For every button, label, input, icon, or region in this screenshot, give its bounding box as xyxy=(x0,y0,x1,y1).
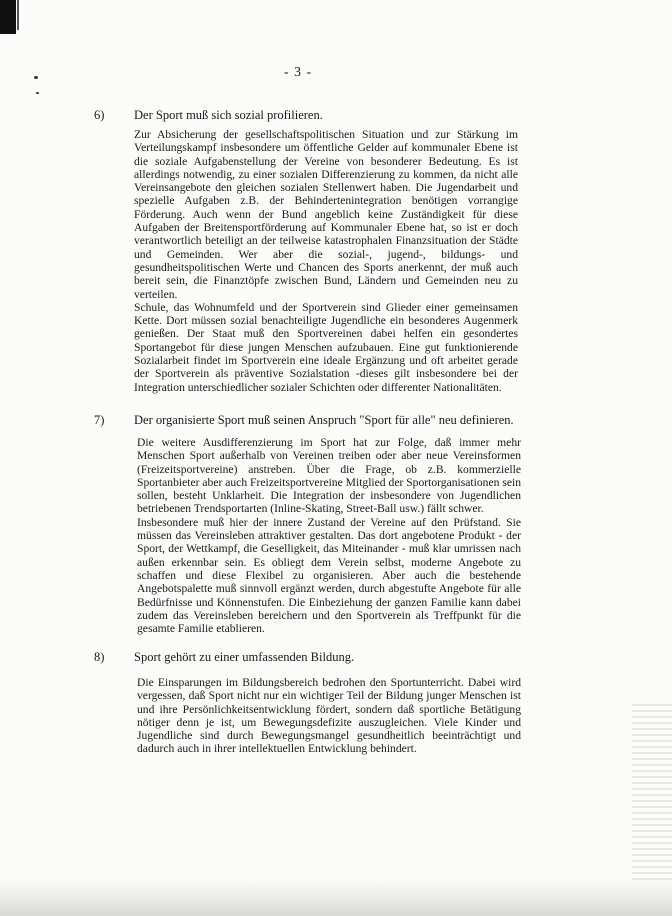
section-body: Die Einsparungen im Bildungsbereich bedrohen den Sportunterricht. Dabei wird vergessen, daß Sport nicht nur ein wichtiger Teil der Bildung junger Menschen ist und ihre Persönlichkeitsentwicklung fördert, sondern daß sportliche Betätigung nötiger denn je ist, um Bewegungsdefizite auszugleichen. Viele Kinder und Jugendliche sind durch Bewegungsmangel gesundheitlich beeinträchtigt und dadurch auch in ihrer intellektuellen Entwicklung behindert. xyxy=(137,676,521,756)
section-heading: Sport gehört zu einer umfassenden Bildung. xyxy=(134,650,355,664)
scan-edge-line xyxy=(17,0,19,30)
section-body: Zur Absicherung der gesellschaftspolitischen Situation und zur Stärkung im Verteilungskampf insbesondere um öffentliche Gelder auf kommunaler Ebene ist die soziale Aufgabenstellung der Vereine von besonderer Bedeutung. Es ist allerdings notwendig, zu einer sozialen Differenzierung zu kommen, da nicht alle Vereinsangebote den gleichen sozialen Stellenwert haben. Die Jugendarbeit und spezielle Aufgaben z.B. der Behindertenintegration benötigen vorrangige Förderung. Auch wenn der Bund angeblich keine Zuständigkeit für diese Aufgaben der Breitensportförderung auf Kommunaler Ebene hat, so ist er doch verantwortlich beteiligt an der teilweise katastrophalen Finanzsituation der Städte und Gemeinden. Wer aber die sozial-, jugend-, bildungs- und gesundheitspolitischen Werte und Chancen des Sports anerkennt, der muß auch bereit sein, die Finanztöpfe zwischen Bund, Ländern und Gemeinden neu zu verteilen. Schule, das Wohnumfeld und der Sportverein sind Glieder einer gemeinsamen Kette. Dort müssen sozial benachteiligte Jugendliche ein besonderes Augenmerk genießen. Der Staat muß den Sportvereinen dabei helfen ein gesondertes Sportangebot für diese jungen Menschen aufzubauen. Eine gut funktionierende Sozialarbeit findet im Sportverein eine ideale Ergänzung und oft arbeitet gerade der Sportverein als präventive Sozialstation -dieses gilt insbesondere bei der Integration unterschiedlicher sozialer Schichten oder differenter Nationalitäten. xyxy=(134,128,518,394)
section-number: 7) xyxy=(94,413,105,427)
section-heading: Der Sport muß sich sozial profilieren. xyxy=(134,108,323,122)
scan-edge-mark xyxy=(0,0,16,34)
section-number: 8) xyxy=(94,650,105,664)
section-body: Die weitere Ausdifferenzierung im Sport hat zur Folge, daß immer mehr Menschen Sport außerhalb von Vereinen treiben oder aber neue Vereinsformen (Freizeitsportvereine) anstreben. Über die Frage, ob z.B. kommerzielle Sportanbieter aber auch Freizeitsportvereine Mitglied der Sportorganisationen sein sollen, besteht Unklarheit. Die Integration der insbesondere von Jugendlichen betriebenen Trendsportarten (Inline-Skating, Street-Ball usw.) fällt schwer. Insbesondere muß hier der innere Zustand der Vereine auf den Prüfstand. Sie müssen das Vereinsleben attraktiver gestalten. Das dort angebotene Produkt - der Sport, der Wettkampf, die Geselligkeit, das Miteinander - muß klar umrissen nach außen erkennbar sein. Es obliegt dem Verein selbst, moderne Angebote zu schaffen und diese Flexibel zu organisieren. Aber auch die bestehende Angebotspalette muß sinnvoll ergänzt werden, durch abgestufte Angebote für alle Bedürfnisse und Könnenstufen. Die Einbeziehung der ganzen Familie kann dabei zudem das Vereinsleben bereichern und den Sportverein als Treffpunkt für die gesamte Familie etablieren. xyxy=(137,436,521,636)
scan-noise-bottom xyxy=(0,880,672,916)
scan-speck xyxy=(36,92,39,94)
section-number: 6) xyxy=(94,108,105,122)
page-number: - 3 - xyxy=(283,65,313,80)
section-heading: Der organisierte Sport muß seinen Anspruch "Sport für alle" neu definieren. xyxy=(134,413,514,427)
scan-speck xyxy=(34,76,38,79)
scan-noise-right xyxy=(632,700,672,880)
